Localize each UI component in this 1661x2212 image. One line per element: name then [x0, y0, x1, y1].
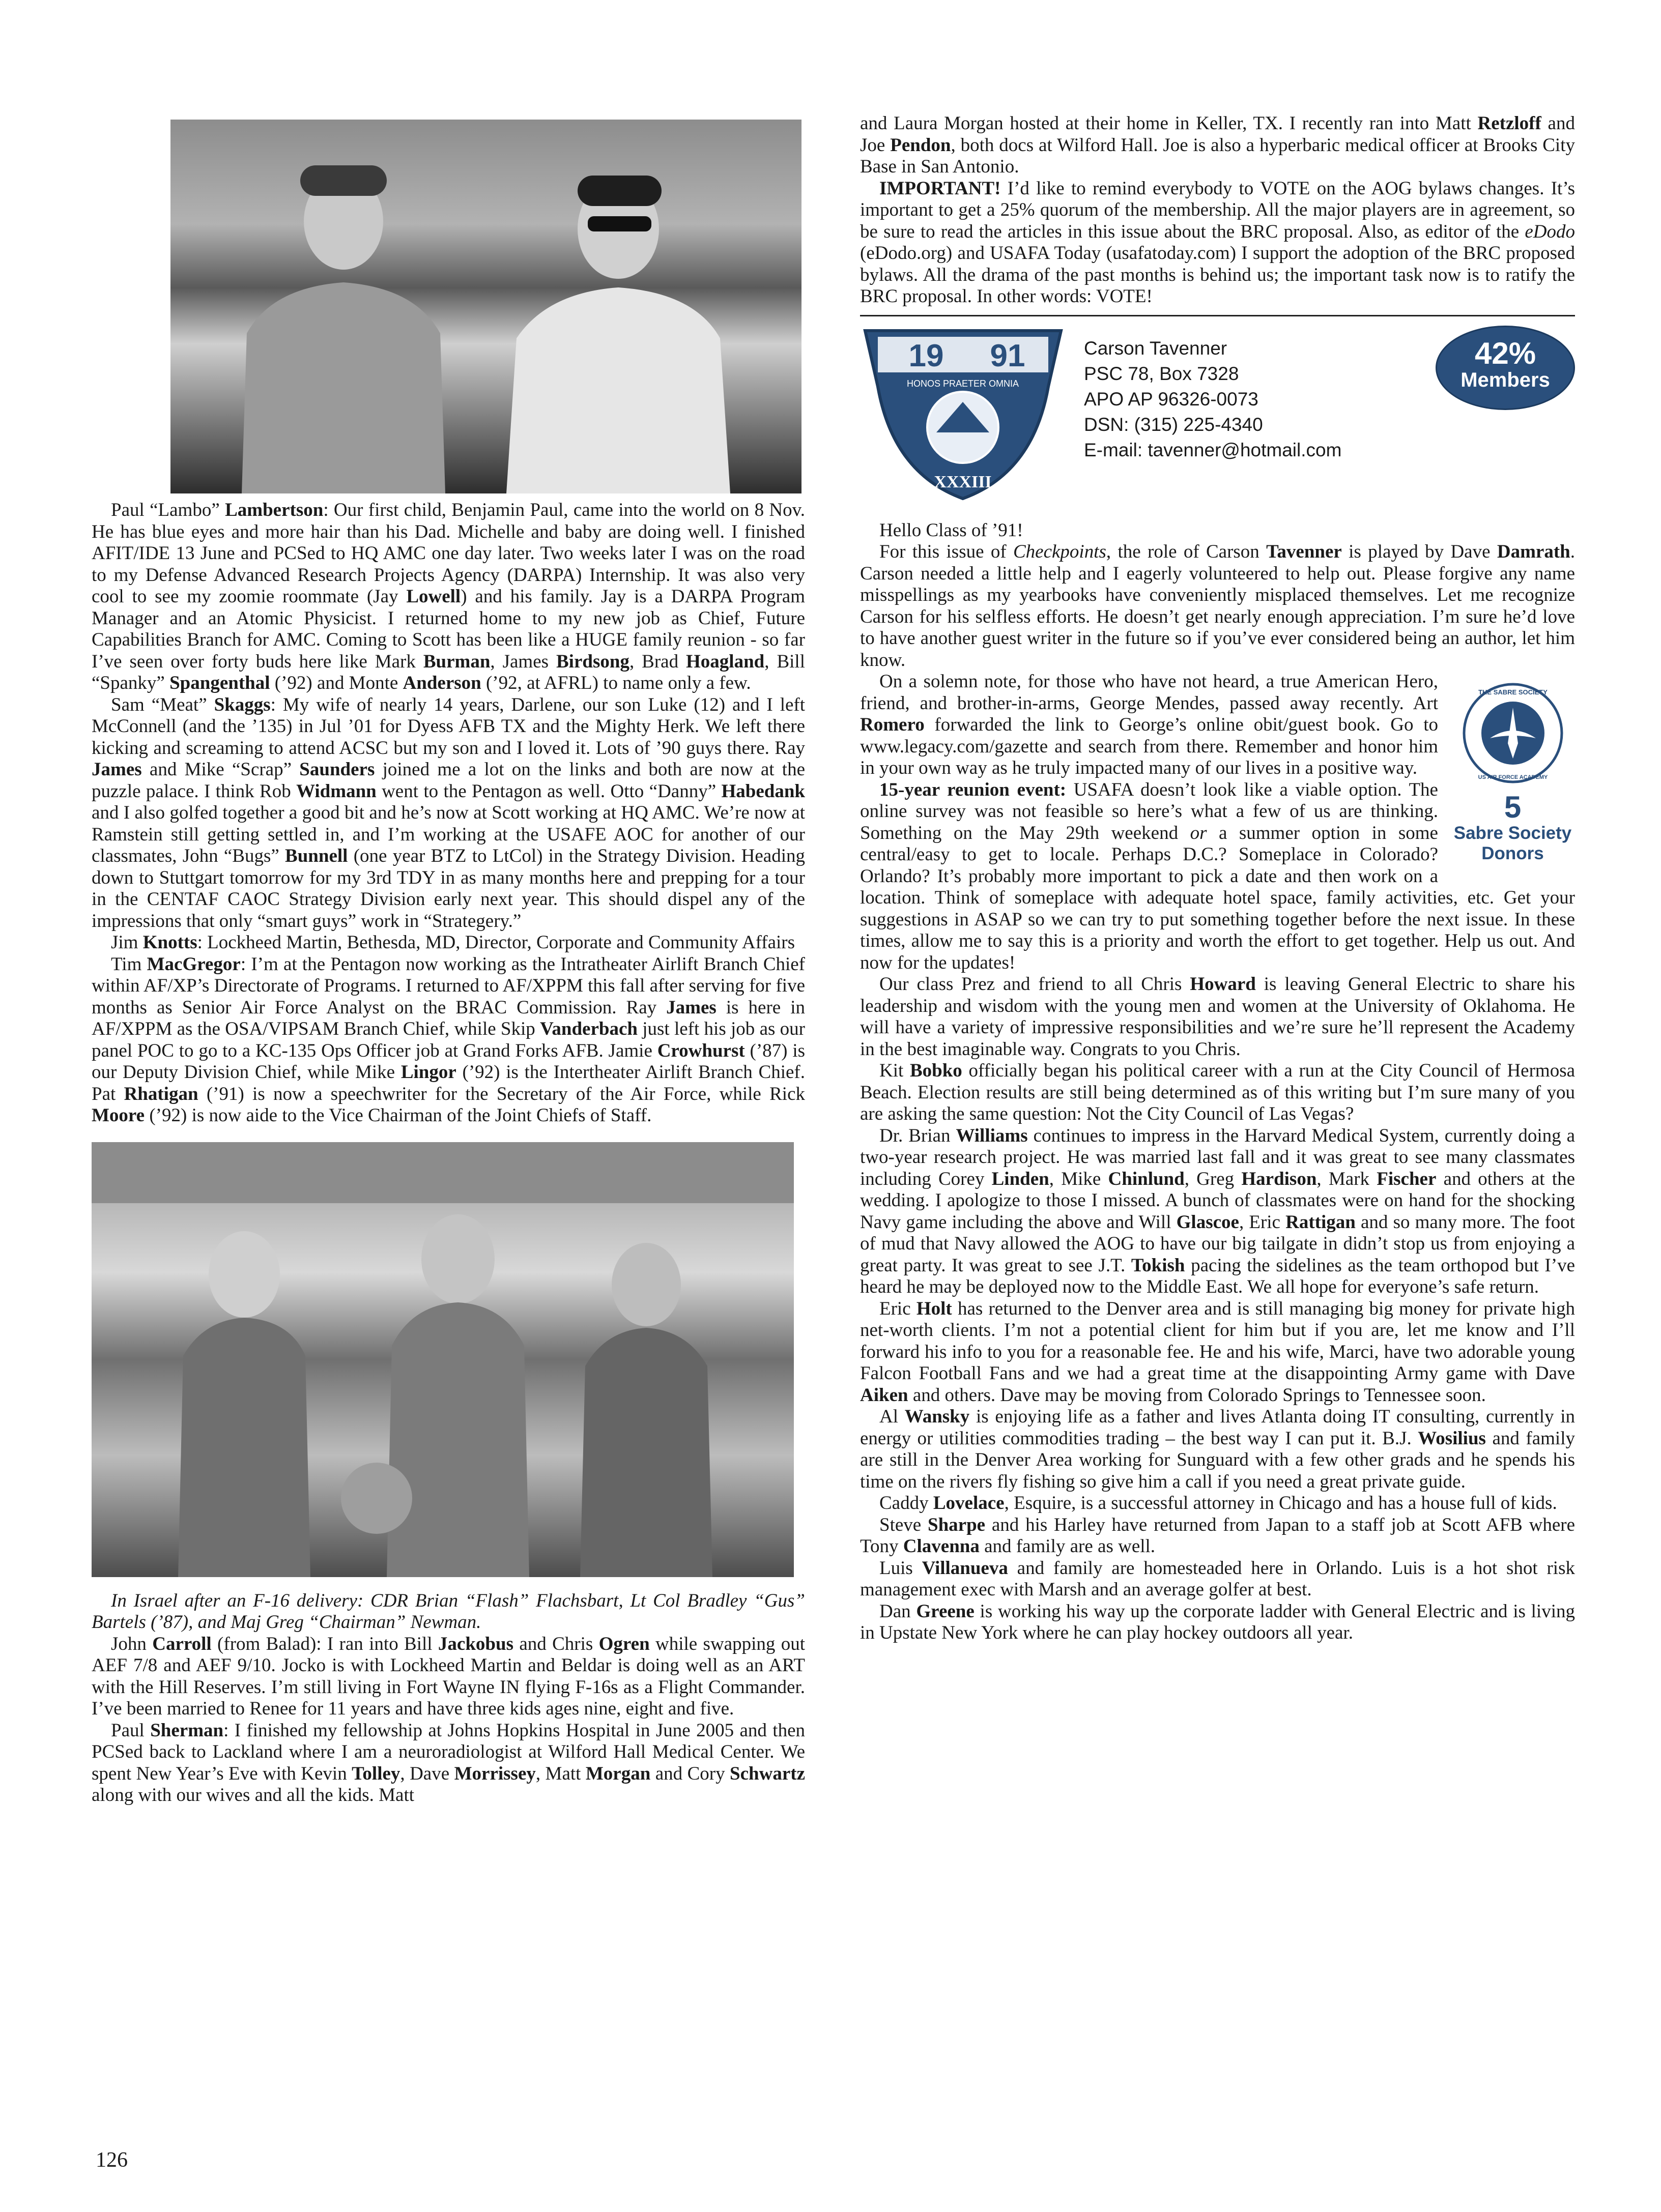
photo-two-men-figures — [170, 120, 801, 493]
classmate-name: Tavenner — [1266, 541, 1342, 562]
photo-two-men — [170, 120, 801, 493]
classmate-name: James — [666, 997, 717, 1018]
text-run: a summer option in some central/easy to get to locale. Perhaps D.C.? Someplace in Colorado? Orlando? It’s probably more important to pick a date and then work on a location. Think of someplace with adequate hotel space, family activities, etc. Get your suggestions in ASAP so we can try to put something together before the next issue. In these times, allow me to say this is a priority and worth the effort to get together. Help us out. And now for the updates! — [860, 822, 1575, 973]
text-run: is leaving General Electric to share his leadership and wisdom with the young men and women at the University of Oklahoma. He will have a variety of impressive responsibilities and we’re sure he’ll represent the Academy in the best imaginable way. Congrats to you Chris. — [860, 974, 1575, 1060]
text-run: and others. Dave may be moving from Colorado Springs to Tennessee soon. — [908, 1384, 1486, 1406]
text-run: (one year BTZ to LtCol) in the Strategy Division. Heading down to Stuttgart tomorrow for my 3rd TDY in as many months here and prepping for a tour in the CENTAF CAOC Strategy Division early next year. This should dispel any of the impressions that only “smart guys” work in “Strategery.” — [92, 846, 805, 932]
classmate-name: Fischer — [1377, 1168, 1437, 1189]
text-run: Paul “Lambo” — [111, 500, 225, 520]
sabre-society-seal-icon — [1462, 682, 1564, 784]
classmate-name: Greene — [916, 1600, 975, 1622]
text-run: and family are as well. — [979, 1536, 1156, 1557]
classmate-name: Ogren — [598, 1633, 650, 1654]
text-run: , Greg — [1184, 1168, 1242, 1189]
classmate-name: Holt — [916, 1298, 952, 1319]
text-run: John — [111, 1633, 153, 1654]
text-run: Jim — [111, 932, 143, 953]
classmate-name: Rhatigan — [124, 1083, 198, 1104]
classmate-name: Tolley — [352, 1763, 400, 1784]
classmate-name: Wosilius — [1418, 1428, 1486, 1449]
paragraph — [860, 1515, 1575, 1558]
classmate-name: Wansky — [904, 1406, 970, 1427]
contact-address-1: PSC 78, Box 7328 — [1084, 363, 1239, 384]
text-run: : Our first child, Benjamin Paul, came into the world on 8 Nov. He has blue eyes and more hair than his Dad. Michelle and baby are doing well. I finished AFIT/IDE 13 June and PCSed to HQ AMC one day later. Two weeks later I was on the road to my Defense Advanced Research Projects Agency (DARPA) Internship. It was also very cool to see my zoomie roommate (Jay — [92, 500, 805, 607]
photo-three-pilots-figures — [92, 1142, 794, 1577]
text-run: , the role of Carson — [1106, 541, 1267, 562]
classmate-name: Sherman — [150, 1720, 224, 1741]
contact-name: Carson Tavenner — [1084, 337, 1227, 359]
classmate-name: Bunnell — [285, 846, 348, 866]
paragraph — [860, 178, 1575, 308]
text-run: Dr. Brian — [879, 1125, 956, 1146]
text-run: USAFA doesn’t look like a viable option. The online survey was not feasible so here’s what a few of us are thinking. Something on the May 29th weekend — [860, 779, 1438, 843]
classmate-name: Knotts — [142, 932, 197, 953]
text-run: forwarded the link to George’s online obit/guest book. Go to www.legacy.com/gazette and search from there. Remember and honor him in your own way as he truly impacted many of our lives in a positive way. — [860, 714, 1438, 778]
classmate-name: Widmann — [296, 780, 377, 802]
paragraph — [860, 1298, 1575, 1407]
text-run: Tim — [111, 953, 147, 975]
text-run: Al — [879, 1406, 905, 1427]
classmate-name: Lovelace — [933, 1493, 1005, 1514]
classmate-name: Spangenthal — [169, 673, 270, 693]
text-run: pacing the sidelines as the team orthopod but I’ve heard he may be deployed now to the Middle East. We all hope for everyone’s safe return. — [860, 1255, 1575, 1297]
classmate-name: Hoagland — [686, 651, 765, 672]
text-run: and Joe — [860, 113, 1575, 156]
classmate-name: Aiken — [860, 1384, 908, 1406]
paragraph — [860, 1493, 1575, 1515]
text-run: is played by Dave — [1341, 541, 1497, 562]
left-body-bottom — [92, 1590, 805, 1807]
text-run: , Mike — [1049, 1168, 1108, 1189]
text-run: Luis — [879, 1557, 922, 1579]
text-run: is enjoying life as a father and lives Atlanta doing IT consulting, currently in energy or utilities commodities trading – the best way I can put it. B.J. — [860, 1406, 1576, 1449]
crest-year-right: 91 — [990, 338, 1025, 373]
text-run: while swapping out AEF 7/8 and AEF 9/10. Jocko is with Lockheed Martin and Beldar is doing well as an ART with the Hill Reserves. I’m still living in Fort Wayne IN flying F-16s as a Flight Commander. I’ve been married to Renee for 11 years and have three kids ages nine, eight and five. — [92, 1633, 806, 1719]
paragraph — [92, 1720, 805, 1807]
classmate-name: Linden — [991, 1168, 1049, 1189]
crest-motto: HONOS PRAETER OMNIA — [906, 378, 1019, 389]
paragraph — [92, 500, 805, 694]
classmate-name: Clavenna — [903, 1536, 980, 1557]
text-run: (from Balad): I ran into Bill — [211, 1633, 438, 1654]
text-run: (’92) is the Intertheater Airlift Branch Chief. Pat — [92, 1062, 805, 1104]
classmate-name: Villanueva — [922, 1557, 1008, 1579]
classmate-name: Lowell — [406, 586, 461, 607]
sabre-seal-top-text: THE SABRE SOCIETY — [1478, 688, 1548, 696]
classmate-name: Hardison — [1241, 1168, 1317, 1189]
text-run: and his Harley have returned from Japan to a staff job at Scott AFB where Tony — [860, 1514, 1576, 1557]
sabre-label-2: Donors — [1481, 843, 1544, 863]
text-run: and family are homesteaded here in Orlando. Luis is a hot shot risk management exec with Marsh and an average golfer at best. — [860, 1557, 1575, 1600]
text-run: (’92) is now aide to the Vice Chairman of the Joint Chiefs of Staff. — [145, 1105, 652, 1126]
paragraph — [92, 694, 805, 933]
classmate-name: IMPORTANT! — [879, 178, 1001, 199]
text-run: Dan — [879, 1600, 917, 1622]
text-run: , Dave — [400, 1763, 454, 1784]
photo-caption: In Israel after an F-16 delivery: CDR Brian “Flash” Flachsbart, Lt Col Bradley “Gus” Bartels (’87), and Maj Greg “Chairman” Newman. — [92, 1590, 805, 1633]
classmate-name: Rattigan — [1285, 1211, 1356, 1233]
text-run: and Laura Morgan hosted at their home in Keller, TX. I recently ran into Matt — [860, 113, 1478, 134]
paragraph — [860, 1406, 1575, 1493]
text-run: along with our wives and all the kids. Matt — [92, 1785, 415, 1806]
classmate-name: Williams — [956, 1125, 1028, 1146]
members-label: Members — [1460, 368, 1550, 391]
italic-text: eDodo — [1525, 221, 1575, 242]
classmate-name: Lambertson — [225, 500, 324, 520]
text-run: and Cory — [650, 1763, 730, 1784]
contact-phone: DSN: (315) 225-4340 — [1084, 414, 1263, 435]
paragraph — [860, 974, 1575, 1060]
paragraph — [92, 932, 805, 954]
text-run: and so many more. The foot of mud that Navy allowed the AOG to have our big tailgate in didn’t stop us from enjoying a great party. It was great to see J.T. — [860, 1211, 1575, 1276]
text-run: On a solemn note, for those who have not heard, a true American Hero, friend, and brother-in-arms, George Mendes, passed away recently. Art — [860, 671, 1438, 714]
text-run: joined me a lot on the links and both are now at the puzzle palace. I think Rob — [92, 759, 805, 802]
text-run: officially began his political career with a run at the City Council of Hermosa Beach. Election results are still being determined as of this writing but I’m sure many of you are asking the same question: Not the City Council of Las Vegas? — [860, 1060, 1576, 1124]
classmate-name: Morgan — [585, 1763, 651, 1784]
text-run: , Esquire, is a successful attorney in Chicago and has a house full of kids. — [1004, 1493, 1557, 1514]
text-run: and Mike “Scrap” — [141, 759, 300, 780]
classmate-name: Tokish — [1131, 1255, 1185, 1276]
paragraph — [92, 1634, 805, 1720]
text-run: Paul — [111, 1720, 151, 1741]
text-run: Eric — [879, 1298, 917, 1319]
crest-class-numeral: XXXIII — [934, 472, 992, 491]
paragraph — [860, 1125, 1575, 1298]
italic-text: Checkpoints — [1013, 541, 1106, 562]
classmate-name: Saunders — [299, 759, 375, 780]
text-run: Caddy — [879, 1493, 933, 1514]
classmate-name: Pendon — [890, 134, 951, 156]
page-number: 126 — [96, 2148, 128, 2172]
text-run: just left his job as our panel POC to go to a KC-135 Ops Officer job at Grand Forks AFB. Jamie — [92, 1018, 805, 1061]
sabre-society-box — [1450, 678, 1575, 864]
paragraph — [92, 954, 805, 1127]
text-run: . Carson needed a little help and I eagerly volunteered to help out. Please forgive any name misspellings as my yearbooks have conveniently misplaced themselves. Let me recognize Carson for his selfless efforts. He doesn’t get nearly enough appreciation. I’m sure he’d love to have another guest writer in the future so if you’ve ever considered being an author, let him know. — [860, 541, 1575, 671]
paragraph — [860, 1558, 1575, 1601]
text-run: : I’m at the Pentagon now working as the Intratheater Airlift Branch Chief within AF/XP’s Directorate of Programs. I returned to AF/XPPM this fall after serving for five months as Senior Air Force Analyst on the BRAC Commission. Ray — [92, 953, 805, 1018]
text-run: (’87) is our Deputy Division Chief, while Mike — [92, 1040, 805, 1083]
sabre-seal-bottom-text: US AIR FORCE ACADEMY — [1478, 774, 1548, 780]
contact-email: E-mail: tavenner@hotmail.com — [1084, 439, 1342, 460]
members-percent: 42% — [1474, 336, 1536, 370]
text-run: and Chris — [513, 1633, 599, 1654]
sabre-label-1: Sabre Society — [1453, 823, 1572, 843]
classmate-name: Moore — [92, 1105, 145, 1126]
text-run: Kit — [879, 1060, 910, 1081]
text-run: (’92, at AFRL) to name only a few. — [481, 673, 751, 693]
contact-address-2: APO AP 96326-0073 — [1084, 388, 1258, 410]
classmate-name: Retzloff — [1477, 113, 1541, 134]
classmate-name: Birdsong — [556, 651, 629, 672]
contact-info — [1084, 336, 1341, 463]
paragraph — [860, 520, 1575, 542]
classmate-name: Burman — [423, 651, 491, 672]
text-run: I’d like to remind everybody to VOTE on the AOG bylaws changes. It’s important to get a 25% quorum of the membership. All the major players are in agreement, so be sure to read the articles in this issue about the BRC proposal. Also, as editor of the — [860, 178, 1575, 242]
classmate-name: Bobko — [909, 1060, 962, 1081]
classmate-name: Morrissey — [454, 1763, 536, 1784]
text-run: continues to impress in the Harvard Medical System, currently doing a two-year research project. He was married last fall and it was great to see many classmates including Corey — [860, 1125, 1576, 1189]
text-run: For this issue of — [879, 541, 1013, 562]
paragraph — [860, 1060, 1575, 1125]
right-body-main — [860, 520, 1575, 1644]
members-percent-badge — [1436, 326, 1575, 410]
paragraph — [860, 1601, 1575, 1644]
right-column — [860, 113, 1575, 1644]
class-contact-block — [860, 326, 1575, 509]
text-run: : I finished my fellowship at Johns Hopkins Hospital in June 2005 and then PCSed back to Lackland where I am a neuroradiologist at Wilford Hall Medical Center. We spent New Year’s Eve with Kevin — [92, 1720, 806, 1784]
text-run: , Bill “Spanky” — [92, 651, 805, 693]
sabre-donor-count: 5 — [1504, 790, 1522, 824]
classmate-name: Damrath — [1497, 541, 1570, 562]
text-run: : Lockheed Martin, Bethesda, MD, Director, Corporate and Community Affairs — [197, 932, 795, 953]
photo-three-pilots — [92, 1142, 794, 1577]
classmate-name: Sharpe — [928, 1514, 986, 1535]
text-run: and others at the wedding. I apologize to those I missed. A bunch of classmates were on hand for the shocking Navy game including the above and Will — [860, 1168, 1575, 1233]
classmate-name: James — [92, 759, 142, 780]
text-run: Our class Prez and friend to all Chris — [879, 974, 1190, 995]
text-run: , Eric — [1239, 1211, 1286, 1233]
right-body-top — [860, 113, 1575, 308]
crest-year-left: 19 — [908, 338, 944, 373]
classmate-name: Jackobus — [438, 1633, 513, 1654]
classmate-name: MacGregor — [147, 953, 241, 975]
text-run: , Brad — [629, 651, 686, 672]
text-run: went to the Pentagon as well. Otto “Danny” — [376, 780, 722, 802]
left-body-top — [92, 500, 805, 1127]
text-run: and I also golfed together a good bit and he’s now at Scott working at HQ AMC. We’re now at Ramstein still getting settled in, and I’m working at the USAFE AOC for another of our classmates, John “Bugs” — [92, 802, 805, 866]
left-column — [92, 120, 805, 1807]
classmate-name: Crowhurst — [657, 1040, 745, 1061]
classmate-name: Howard — [1190, 974, 1256, 995]
text-run: Steve — [879, 1514, 928, 1535]
classmate-name: Romero — [860, 714, 925, 735]
text-run: and family are still in the Denver Area working for Sunguard with a few other grads and he spends his time on the rivers fly fishing so give him a call if you need a great private guide. — [860, 1428, 1575, 1492]
text-run: ) and his family. Jay is a DARPA Program Manager and an Atomic Physicist. I returned home to my new job as Chief, Future Capabilities Branch for AMC. Coming to Scott has been like a HUGE family reunion - so far I’ve seen over forty buds here like Mark — [92, 586, 805, 672]
text-run: (’91) is now a speechwriter for the Secretary of the Air Force, while Rick — [198, 1083, 806, 1104]
classmate-name: Skaggs — [214, 694, 271, 715]
text-run: (eDodo.org) and USAFA Today (usafatoday.com) I support the adoption of the BRC proposed bylaws. All the drama of the past months is behind us; the important task now is to ratify the BRC proposal. In other words: VOTE! — [860, 243, 1575, 307]
text-run: has returned to the Denver area and is still managing big money for private high net-worth clients. I’m not a potential client for him but if you are, let me know and I’ll forward his info to you for a reasonable fee. He and his wife, Marci, have two adorable young Falcon Football Fans and we had a great time at the disappointing Army game with Dave — [860, 1298, 1576, 1384]
classmate-name: Glascoe — [1176, 1211, 1239, 1233]
text-run: is working his way up the corporate ladder with General Electric and is living in Upstate New York where he can play hockey outdoors all year. — [860, 1600, 1575, 1643]
text-run: Sam “Meat” — [111, 694, 214, 715]
classmate-name: Chinlund — [1108, 1168, 1185, 1189]
text-run: (’92) and Monte — [270, 673, 403, 693]
italic-text: or — [1190, 822, 1207, 843]
section-divider — [860, 315, 1575, 316]
text-run: , Matt — [535, 1763, 586, 1784]
classmate-name: Schwartz — [730, 1763, 805, 1784]
text-run: : My wife of nearly 14 years, Darlene, our son Luke (12) and I left McConnell (and the ’135) in Jul ’01 for Dyess AFB TX and the Mighty Herk. We left there kicking and screaming to attend ACSC but my son and I loved it. Lots of ’90 guys there. Ray — [92, 694, 805, 759]
classmate-name: Habedank — [721, 780, 806, 802]
classmate-name: Vanderbach — [540, 1018, 638, 1039]
text-run: , James — [490, 651, 556, 672]
classmate-name: Lingor — [400, 1062, 456, 1083]
classmate-name: Anderson — [403, 673, 481, 693]
classmate-name: 15-year reunion event: — [879, 779, 1067, 800]
text-run: is here in AF/XPPM as the OSA/VIPSAM Branch Chief, while Skip — [92, 997, 805, 1039]
text-run: , Mark — [1316, 1168, 1377, 1189]
paragraph — [860, 541, 1575, 671]
text-run: , both docs at Wilford Hall. Joe is also a hyperbaric medical officer at Brooks City Base in San Antonio. — [860, 134, 1575, 177]
paragraph — [860, 113, 1575, 178]
text-run: Hello Class of ’91! — [879, 519, 1023, 541]
classmate-name: Carroll — [152, 1633, 212, 1654]
class-crest-icon — [860, 326, 1066, 501]
